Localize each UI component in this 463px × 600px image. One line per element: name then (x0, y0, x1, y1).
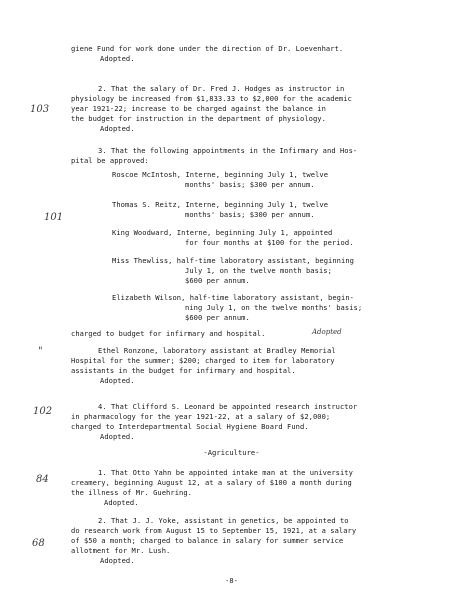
continuation-line: giene Fund for work done under the direction of Dr. Loevenhart. (71, 44, 344, 53)
appointment-line: Thomas S. Reitz, Interne, beginning July 1, twelve (112, 200, 329, 209)
appointment-line: months' basis; $300 per annum. (185, 180, 315, 189)
appointment-line: Roscoe McIntosh, Interne, beginning July 1, twelve (112, 170, 329, 179)
item3-intro: pital be approved: (71, 156, 149, 165)
adopted-text: Adopted. (100, 124, 135, 133)
item4-line: in pharmacology for the year 1921-22, at a salary of $2,000; (71, 412, 331, 421)
appointment-line: $600 per annum. (185, 313, 250, 322)
ronzone-line: Hospital for the summer; $200; charged to item for laboratory (71, 356, 335, 365)
ag2-line: do research work from August 15 to September 15, 1921, at a salary (71, 526, 357, 535)
ag1-line: creamery, beginning August 12, at a salary of $100 a month during (71, 478, 352, 487)
ronzone-line: Ethel Ronzone, laboratory assistant at Bradley Memorial (98, 346, 336, 355)
item2-line: year 1921-22; increase to be charged against the balance in (71, 104, 326, 113)
appointment-line: ning July 1, on the twelve months' basis; (185, 303, 363, 312)
appointment-line: months' basis; $300 per annum. (185, 210, 315, 219)
appointment-line: Miss Thewliss, half-time laboratory assistant, beginning (112, 256, 354, 265)
ag1-line: the illness of Mr. Guehring. (71, 488, 192, 497)
adopted-text: Adopted. (100, 54, 135, 63)
item3-intro: 3. That the following appointments in the Infirmary and Hos- (98, 146, 358, 155)
ditto-mark: " (38, 346, 43, 357)
handwritten-adopted: Adopted (312, 328, 342, 336)
margin-number: 103 (30, 104, 50, 115)
appointment-line: King Woodward, Interne, beginning July 1, appointed (112, 228, 333, 237)
appointment-line: for four months at $100 for the period. (185, 238, 354, 247)
adopted-text: Adopted. (100, 376, 135, 385)
item4-line: 4. That Clifford S. Leonard be appointed research instructor (98, 402, 358, 411)
page-number: -8- (225, 576, 238, 585)
item4-line: charged to Interdepartmental Social Hygiene Board Fund. (71, 422, 309, 431)
appointment-line: July 1, on the twelve month basis; (185, 266, 332, 275)
ag2-line: of $50 a month; charged to balance in salary for summer service (71, 536, 344, 545)
item2-line: physiology be increased from $1,833.33 to $2,000 for the academic (71, 94, 352, 103)
ag1-line: 1. That Otto Yahn be appointed intake man at the university (98, 468, 353, 477)
adopted-text: Adopted. (104, 498, 139, 507)
margin-number: 68 (32, 538, 45, 549)
adopted-text: Adopted. (100, 556, 135, 565)
margin-number: 101 (44, 212, 64, 223)
ag2-line: allotment for Mr. Lush. (71, 546, 171, 555)
item2-line: 2. That the salary of Dr. Fred J. Hodges as instructor in (98, 84, 345, 93)
item2-line: the budget for instruction in the department of physiology. (71, 114, 326, 123)
margin-number: 102 (33, 406, 53, 417)
charged-line: charged to budget for infirmary and hospital. (71, 329, 266, 338)
margin-number: 84 (36, 474, 49, 485)
adopted-text: Adopted. (100, 432, 135, 441)
ag2-line: 2. That J. J. Yoke, assistant in genetics, be appointed to (98, 516, 349, 525)
section-heading: -Agriculture- (203, 448, 260, 457)
ronzone-line: assistants in the budget for infirmary and hospital. (71, 366, 296, 375)
appointment-line: Elizabeth Wilson, half-time laboratory assistant, begin- (112, 293, 354, 302)
appointment-line: $600 per annum. (185, 276, 250, 285)
